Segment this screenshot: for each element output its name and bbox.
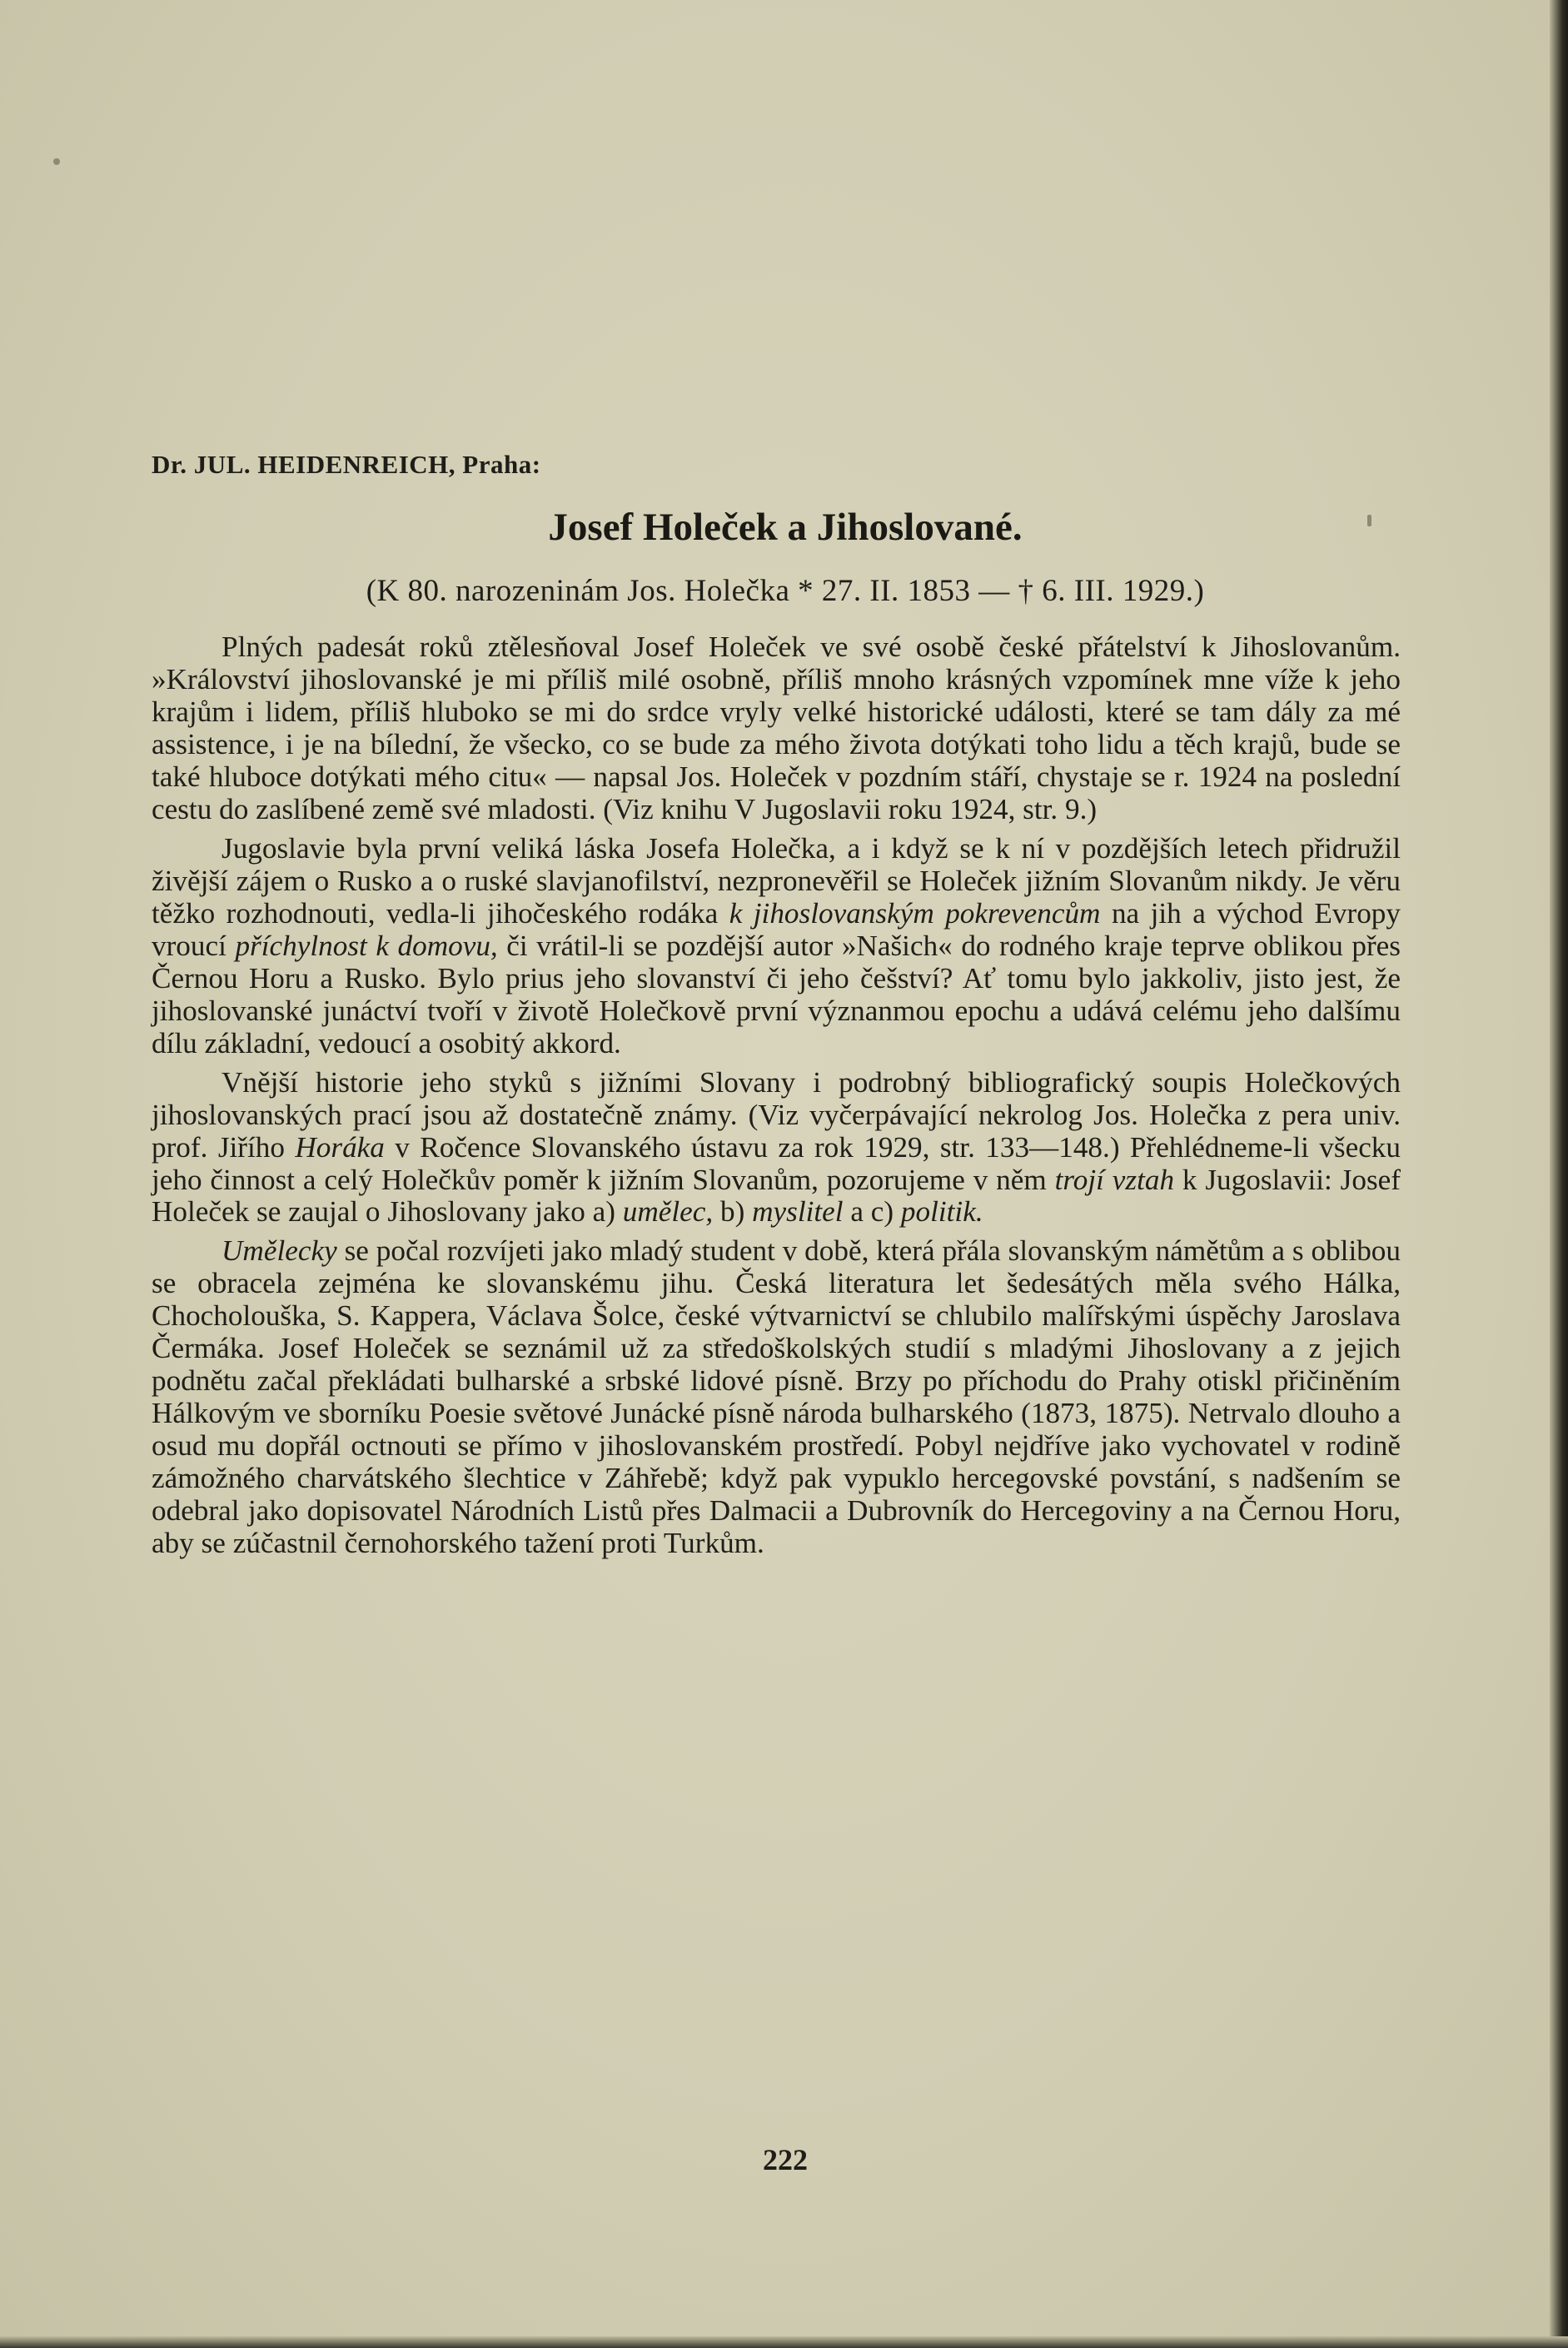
article-subtitle: (K 80. narozeninám Jos. Holečka * 27. II. 1853 — † 6. III. 1929.) [366,574,1205,608]
article-title: Josef Holeček a Jihoslované. [548,506,1023,549]
article-author: Dr. JUL. HEIDENREICH, Praha: [152,450,541,479]
page-edge-shadow [1550,0,1568,2348]
article-body [152,631,1401,1567]
italic-phrase: myslitel [752,1195,844,1229]
paragraph: Vnější historie jeho styků s jižními Slovany i podrobný bibliografický soupis Holečkových jihoslovanských prací jsou až dostatečně známy. (Viz vyčerpávající nekrolog Jos. Holečka z pera univ. prof. Jiřího Horáka v Ročence Slovanského ústavu za rok 1929, str. 133—148.) Přehlédneme-li všecku jeho činnost a celý Holečkův poměr k jižním Slovanům, pozorujeme v něm trojí vztah k Jugoslavii: Josef Holeček se zaujal o Jihoslovany jako a) umělec, b) myslitel a c) politik. [152,1065,1401,1229]
italic-phrase: umělec, [622,1195,714,1229]
paragraph: Umělecky se počal rozvíjeti jako mladý student v době, která přála slovanským námětům a s oblibou se obracela zejména ke slovanskému jihu. Česká literatura let šedesátých měla svého Hálka, Chocholouška, S. Kappera, Václava Šolce, české výtvarnictví se chlubilo malířskými úspěchy Jaroslava Čermáka. Josef Holeček se seznámil už za středoškolských studií s mladými Jihoslovany a z jejich podnětu začal překládati bulharské a srbské lidové písně. Brzy po příchodu do Prahy otiskl přičiněním Hálkovým ve sborníku Poesie světové Junácké písně národa bulharského (1873, 1875). Netrvalo dlouho a osud mu dopřál octnouti se přímo v jihoslovanském prostředí. Pobyl nejdříve jako vychovatel v rodině zámožného charvátského šlechtice v Záhřebě; když pak vypuklo hercegovské povstání, s nadšením se odebral jako dopisovatel Národních Listů přes Dalmacii a Dubrovník do Hercegoviny a na Černou Horu, aby se zúčastnil černohorského tažení proti Turkům. [152,1234,1401,1560]
page-number: 222 [763,2143,808,2176]
italic-phrase: politik. [900,1195,983,1229]
italic-phrase: příchylnost k domovu, [235,929,498,962]
italic-phrase: trojí vztah [1054,1163,1175,1196]
italic-phrase: Umělecky [222,1234,337,1268]
paragraph: Plných padesát roků ztělesňoval Josef Holeček ve své osobě české přátelství k Jihoslovanům. »Království jihoslovanské je mi příliš milé osobně, příliš mnoho krásných vzpomínek mne víže k jeho krajům i lidem, příliš hluboko se mi do srdce vryly velké historické události, které se tam dály za mé assistence, i je na bílední, že všecko, co se bude za mého života dotýkati toho lidu a těch krajů, bude se také hluboce dotýkati mého citu« — napsal Jos. Holeček v pozdním stáří, chystaje se r. 1924 na poslední cestu do zaslíbené země své mladosti. (Viz knihu V Jugoslavii roku 1924, str. 9.) [152,631,1401,825]
page-edge-bottom [0,2336,1568,2348]
italic-phrase: k jihoslovanským pokrevencům [729,896,1101,930]
paragraph: Jugoslavie byla první veliká láska Josefa Holečka, a i když se k ní v pozdějších letech přidružil živější zájem o Rusko a o ruské slavjanofilství, nezpronevěřil se Holeček jižním Slovanům nikdy. Je věru těžko rozhodnouti, vedla-li jihočeského rodáka k jihoslovanským pokrevencům na jih a východ Evropy vroucí příchylnost k domovu, či vrátil-li se pozdější autor »Našich« do rodného kraje teprve oblikou přes Černou Horu a Rusko. Bylo prius jeho slovanství či jeho češství? Ať tomu bylo jakkoliv, jisto jest, že jihoslovanské junáctví tvoří v životě Holečkově první význanmou epochu a udává celému jeho dalšímu dílu základní, vedoucí a osobitý akkord. [152,831,1401,1059]
italic-phrase: Horáka [295,1130,385,1164]
paper-speck [53,158,60,165]
